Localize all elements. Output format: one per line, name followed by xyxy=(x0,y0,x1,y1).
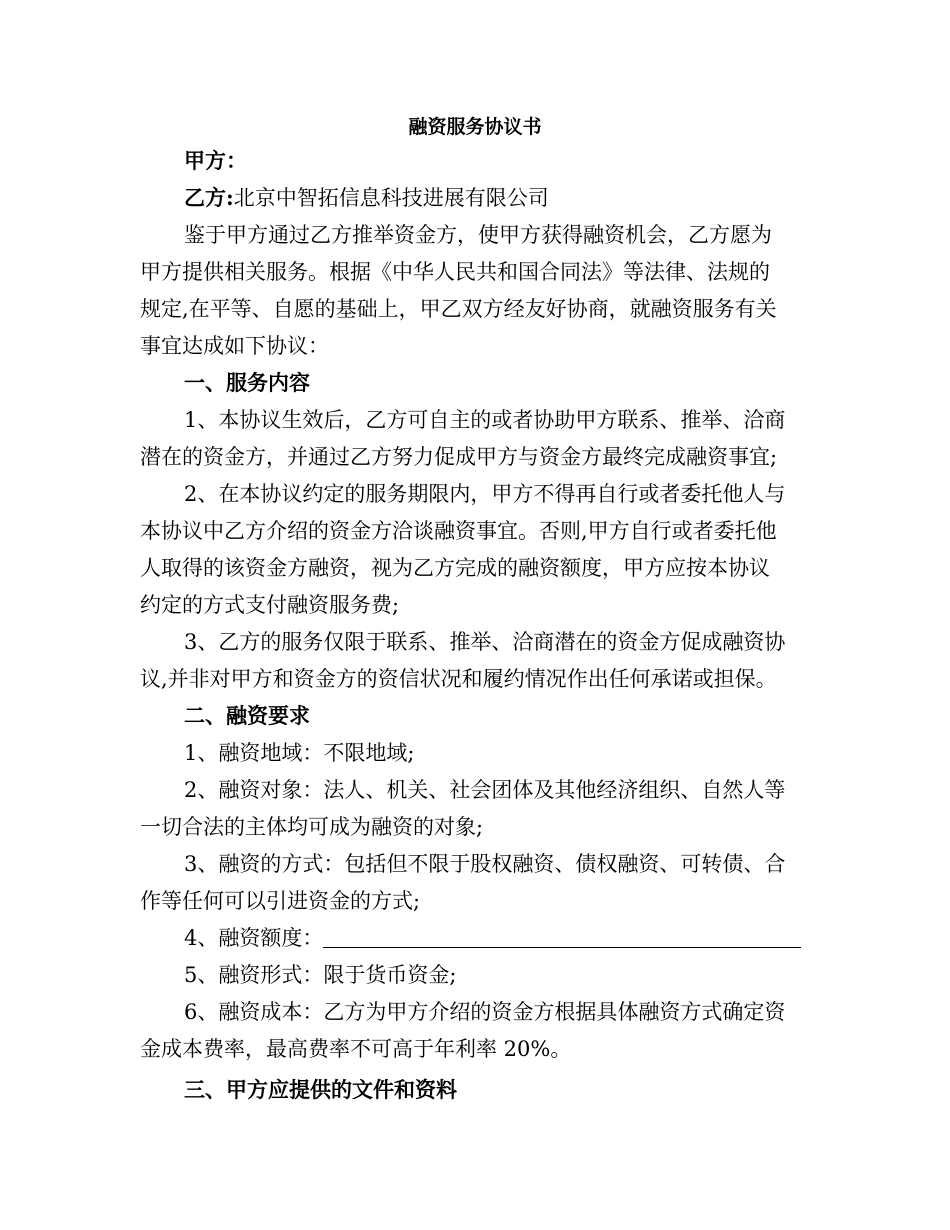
preamble-line: 事宜达成如下协议： xyxy=(140,334,329,358)
clause-line: 1、融资地域：不限地域; xyxy=(184,741,415,765)
clause-line: 3、融资的方式：包括但不限于股权融资、债权融资、可转债、合 xyxy=(184,852,786,876)
amount-blank-field[interactable] xyxy=(323,925,801,948)
party-b-value: 北京中智拓信息科技进展有限公司 xyxy=(233,186,549,210)
preamble-line: 甲方提供相关服务。根据《中华人民共和国合同法》等法律、法规的 xyxy=(140,260,770,284)
amount-line xyxy=(140,922,810,959)
clause-line: 作等任何可以引进资金的方式; xyxy=(140,889,421,913)
clause-line: 议,并非对甲方和资金方的资信状况和履约情况作出任何承诺或担保。 xyxy=(140,667,777,691)
clause-line: 人取得的该资金方融资，视为乙方完成的融资额度，甲方应按本协议 xyxy=(140,556,770,580)
preamble-line: 规定,在平等、自愿的基础上，甲乙双方经友好协商，就融资服务有关 xyxy=(140,297,777,321)
document-body xyxy=(140,113,810,1111)
clause-line: 一切合法的主体均可成为融资的对象; xyxy=(140,815,484,839)
clause-line: 3、乙方的服务仅限于联系、推举、洽商潜在的资金方促成融资协 xyxy=(184,630,786,654)
clause-line: 1、本协议生效后，乙方可自主的或者协助甲方联系、推举、洽商 xyxy=(184,408,786,432)
section-heading: 二、融资要求 xyxy=(184,703,310,728)
clause-line: 6、融资成本：乙方为甲方介绍的资金方根据具体融资方式确定资 xyxy=(184,1000,786,1024)
party-a-line xyxy=(140,145,810,182)
clause-line: 约定的方式支付融资服务费; xyxy=(140,593,400,617)
party-a-label: 甲方： xyxy=(184,148,247,173)
party-b-label: 乙方: xyxy=(184,185,234,210)
clause-line: 2、在本协议约定的服务期限内，甲方不得再自行或者委托他人与 xyxy=(184,482,786,506)
clause-line: 本协议中乙方介绍的资金方洽谈融资事宜。否则,甲方自行或者委托他 xyxy=(140,519,777,543)
clause-line: 金成本费率，最高费率不可高于年利率 20%。 xyxy=(140,1037,572,1061)
document-title: 融资服务协议书 xyxy=(408,116,542,138)
section-heading: 三、甲方应提供的文件和资料 xyxy=(184,1077,457,1102)
amount-label: 4、融资额度： xyxy=(184,926,324,950)
clause-line: 潜在的资金方，并通过乙方努力促成甲方与资金方最终完成融资事宜; xyxy=(140,445,778,469)
party-b-line xyxy=(140,182,810,219)
clause-line: 2、融资对象：法人、机关、社会团体及其他经济组织、自然人等 xyxy=(184,778,786,802)
section-heading: 一、服务内容 xyxy=(184,370,310,395)
clause-line: 5、融资形式：限于货币资金; xyxy=(184,963,457,987)
preamble-line: 鉴于甲方通过乙方推举资金方，使甲方获得融资机会，乙方愿为 xyxy=(184,223,772,247)
